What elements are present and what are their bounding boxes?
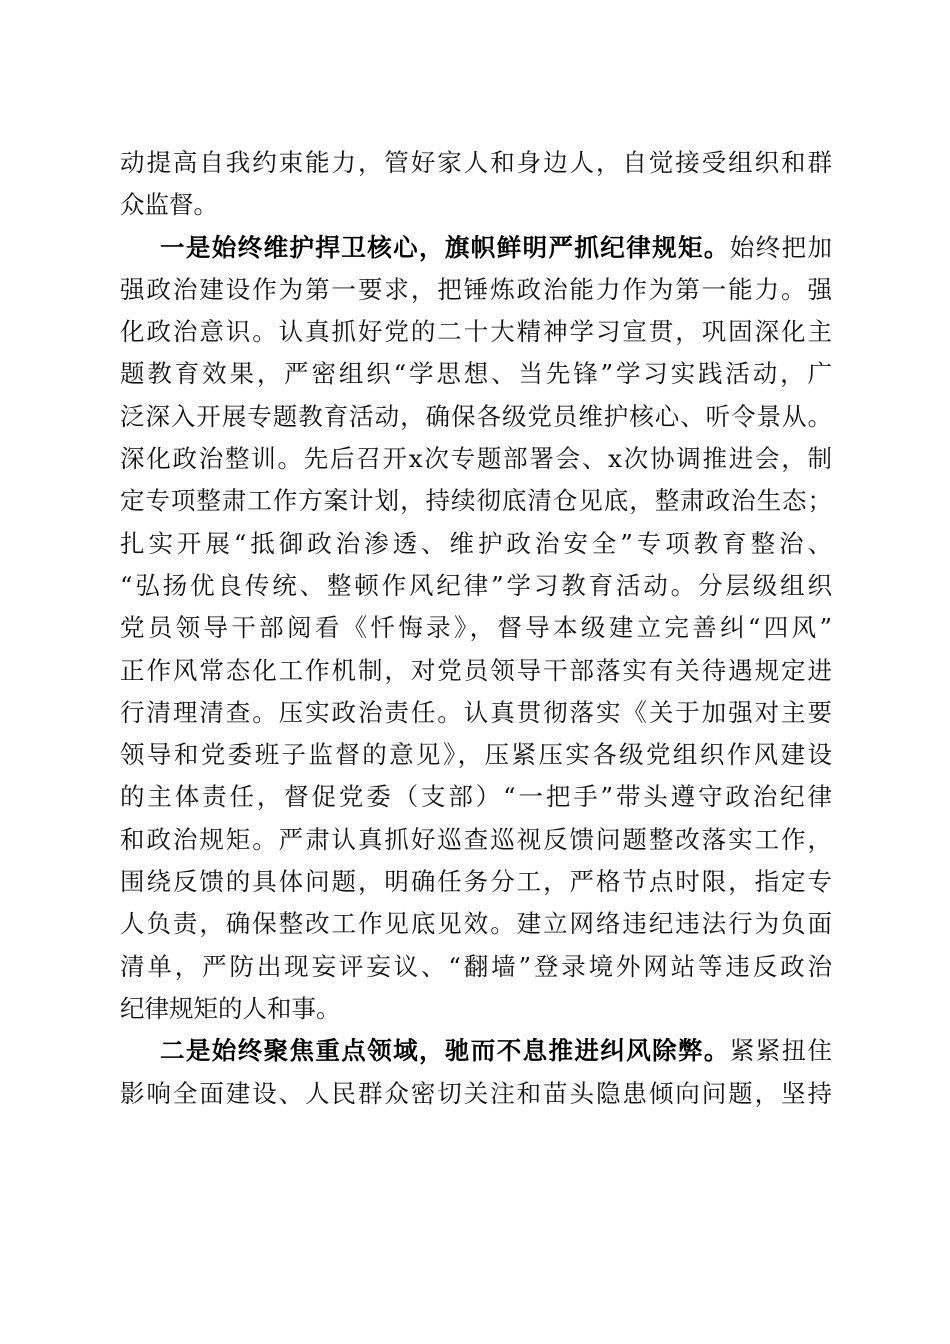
paragraph-line: 纪律规矩的人和事。 — [120, 993, 341, 1023]
paragraph-line: 扎实开展“抵御政治渗透、维护政治安全”专项教育整治、 — [120, 528, 832, 558]
paragraph-line: 党员领导干部阅看《忏悔录》，督导本级建立完善纠“四风” — [120, 613, 832, 643]
paragraph-line: 定专项整肃工作方案计划，持续彻底清仓见底，整肃政治生态； — [120, 486, 832, 516]
paragraph-line: 影响全面建设、人民群众密切关注和苗头隐患倾向问题，坚持 — [120, 1078, 832, 1108]
section-2-first-line — [120, 1030, 832, 1072]
section-2-heading: 二是始终聚焦重点领域，驰而不息推进纠风除弊。 — [160, 1036, 730, 1066]
paragraph-line: 人负责，确保整改工作见底见效。建立网络违纪违法行为负面 — [120, 909, 832, 939]
paragraph-line: 深化政治整训。先后召开x次专题部署会、x次协调推进会，制 — [120, 444, 832, 474]
section-2-first-line-text: 紧紧扭住 — [729, 1036, 832, 1066]
paragraph-line: 泛深入开展专题教育活动，确保各级党员维护核心、听令景从。 — [120, 401, 832, 431]
section-1-heading: 一是始终维护捍卫核心，旗帜鲜明严抓纪律规矩。 — [160, 232, 730, 262]
paragraph-line: 正作风常态化工作机制，对党员领导干部落实有关待遇规定进 — [120, 655, 832, 685]
paragraph-line: 众监督。 — [120, 190, 218, 220]
paragraph-line: 领导和党委班子监督的意见》，压紧压实各级党组织作风建设 — [120, 740, 832, 770]
paragraph-line: 和政治规矩。严肃认真抓好巡查巡视反馈问题整改落实工作， — [120, 824, 832, 854]
paragraph-line: 行清理清查。压实政治责任。认真贯彻落实《关于加强对主要 — [120, 697, 832, 727]
paragraph-line: 清单，严防出现妄评妄议、“翻墙”登录境外网站等违反政治 — [120, 951, 832, 981]
paragraph-line: 题教育效果，严密组织“学思想、当先锋”学习实践活动，广 — [120, 359, 832, 389]
paragraph-line: 的主体责任，督促党委（支部）“一把手”带头遵守政治纪律 — [120, 782, 832, 812]
paragraph-line: “弘扬优良传统、整顿作风纪律”学习教育活动。分层级组织 — [120, 570, 832, 600]
body-text — [120, 142, 832, 1115]
paragraph-line: 动提高自我约束能力，管好家人和身边人，自觉接受组织和群 — [120, 148, 832, 177]
paragraph-line: 化政治意识。认真抓好党的二十大精神学习宣贯，巩固深化主 — [120, 317, 832, 347]
paragraph-line: 围绕反馈的具体问题，明确任务分工，严格节点时限，指定专 — [120, 867, 832, 897]
section-1-first-line-text: 始终把加 — [729, 232, 832, 262]
paragraph-line: 强政治建设作为第一要求，把锤炼政治能力作为第一能力。强 — [120, 274, 832, 304]
section-1-first-line — [120, 227, 832, 269]
